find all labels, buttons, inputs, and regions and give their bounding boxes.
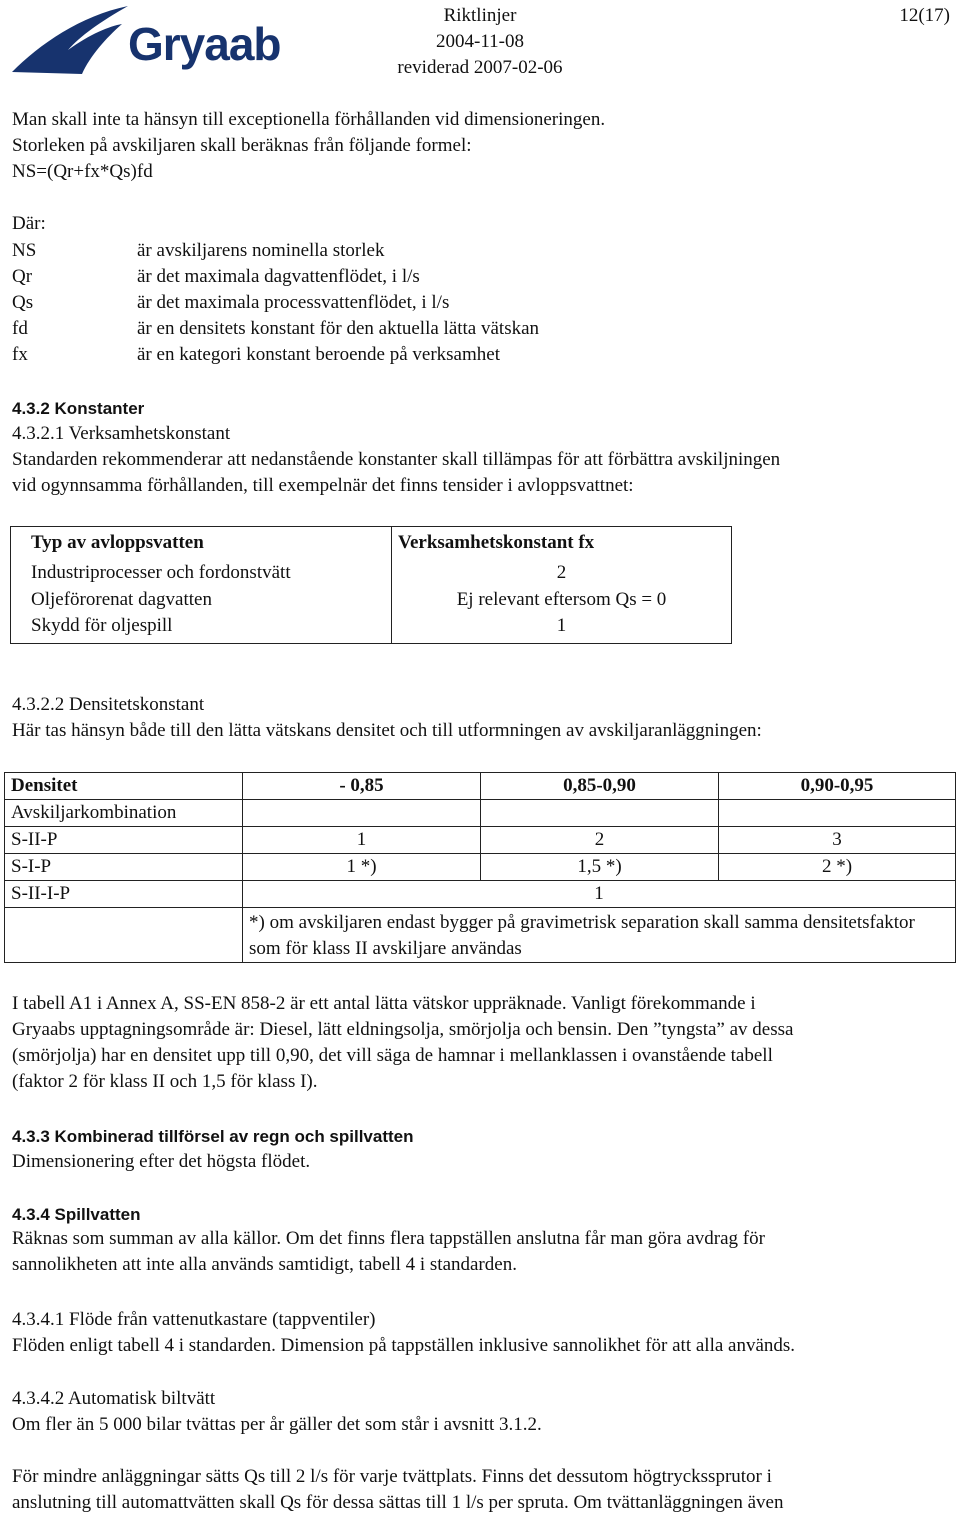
paragraph-line: anslutning till automattvätten skall Qs för dessa sättas till 1 l/s per spruta. Om tvättanläggningen även — [12, 1492, 784, 1513]
table-cell — [5, 908, 243, 963]
heading-4-3-4: 4.3.4 Spillvatten — [12, 1205, 141, 1224]
heading-4-3-2: 4.3.2 Konstanter — [12, 399, 145, 418]
logo-text: Gryaab — [128, 18, 281, 70]
def-value: är det maximala processvattenflödet, i l/s — [137, 292, 450, 313]
doc-revised: reviderad 2007-02-06 — [397, 57, 563, 78]
table-cell: Industriprocesser och fordonstvätt — [11, 559, 392, 586]
table-row — [11, 586, 732, 613]
intro-line-2: Storleken på avskiljaren skall beräknas från följande formel: — [12, 135, 472, 156]
table-header-cell: 0,85-0,90 — [481, 773, 719, 800]
def-value: är avskiljarens nominella storlek — [137, 240, 385, 261]
table-cell: 1,5 *) — [481, 854, 719, 881]
table-header-cell: 0,90-0,95 — [719, 773, 956, 800]
def-key: fd — [12, 318, 28, 339]
table-row — [5, 881, 956, 908]
doc-date: 2004-11-08 — [436, 31, 524, 52]
table-cell: S-II-P — [5, 827, 243, 854]
paragraph-line: Standarden rekommenderar att nedanstående konstanter skall tillämpas för att förbättra avskiljningen — [12, 449, 781, 470]
table-cell: 2 — [392, 559, 732, 586]
table-cell: 3 — [719, 827, 956, 854]
table-header-row — [11, 527, 732, 560]
intro-line-1: Man skall inte ta hänsyn till exceptionella förhållanden vid dimensioneringen. — [12, 109, 606, 130]
table-cell: Oljeförorenat dagvatten — [11, 586, 392, 613]
table-header-cell: Typ av avloppsvatten — [11, 527, 392, 560]
def-value: är en densitets konstant för den aktuella lätta vätskan — [137, 318, 540, 339]
table-cell: 2 *) — [719, 854, 956, 881]
paragraph-line: För mindre anläggningar sätts Qs till 2 l/s för varje tvättplats. Finns det dessutom högtryckssprutor i — [12, 1466, 772, 1487]
def-key: Qs — [12, 292, 34, 313]
paragraph-line: (smörjolja) har en densitet upp till 0,90, det vill säga de hamnar i mellanklassen i ovanstående tabell — [12, 1045, 773, 1066]
def-value: är det maximala dagvattenflödet, i l/s — [137, 266, 420, 287]
table-cell: Ej relevant eftersom Qs = 0 — [392, 586, 732, 613]
company-logo — [10, 4, 310, 76]
paragraph-line: Flöden enligt tabell 4 i standarden. Dimension på tappställen inklusive sannolikhet för att alla används. — [12, 1335, 796, 1356]
table-cell: 1 — [392, 613, 732, 644]
table-row — [11, 613, 732, 644]
table-cell: S-II-I-P — [5, 881, 243, 908]
density-constant-table — [4, 772, 956, 963]
paragraph-line: Dimensionering efter det högsta flödet. — [12, 1151, 311, 1172]
table-cell: 1 — [243, 827, 481, 854]
table-cell: 1 *) — [243, 854, 481, 881]
table-header-row — [5, 773, 956, 800]
table-row — [5, 908, 956, 963]
subheading-4-3-4-1: 4.3.4.1 Flöde från vattenutkastare (tappventiler) — [12, 1309, 376, 1330]
table-cell — [719, 800, 956, 827]
paragraph-line: Gryaabs upptagningsområde är: Diesel, lätt eldningsolja, smörjolja och bensin. Den ”tyngsta” av dessa — [12, 1019, 794, 1040]
subheading-4-3-2-2: 4.3.2.2 Densitetskonstant — [12, 694, 205, 715]
activity-constant-table — [10, 526, 732, 644]
def-key: fx — [12, 344, 28, 365]
def-value: är en kategori konstant beroende på verksamhet — [137, 344, 500, 365]
table-header-cell: Verksamhetskonstant fx — [392, 527, 732, 560]
where-label: Där: — [12, 213, 46, 234]
table-cell: 1 — [243, 881, 956, 908]
paragraph-line: vid ogynnsamma förhållanden, till exempelnär det finns tensider i avloppsvattnet: — [12, 475, 634, 496]
subheading-4-3-4-2: 4.3.4.2 Automatisk biltvätt — [12, 1388, 216, 1409]
table-header-cell: Densitet — [5, 773, 243, 800]
subheading-4-3-2-1: 4.3.2.1 Verksamhetskonstant — [12, 423, 231, 444]
def-key: Qr — [12, 266, 33, 287]
table-cell: Skydd för oljespill — [11, 613, 392, 644]
page-number: 12(17) — [899, 5, 950, 26]
paragraph-line: Här tas hänsyn både till den lätta vätskans densitet och till utformningen av avskiljaranläggningen: — [12, 720, 762, 741]
table-row — [11, 559, 732, 586]
paragraph-line: I tabell A1 i Annex A, SS-EN 858-2 är ett antal lätta vätskor uppräknade. Vanligt förekommande i — [12, 993, 756, 1014]
table-header-cell: - 0,85 — [243, 773, 481, 800]
paragraph-line: Räknas som summan av alla källor. Om det finns flera tappställen anslutna får man göra avdrag för — [12, 1228, 765, 1249]
def-key: NS — [12, 240, 37, 261]
paragraph-line: (faktor 2 för klass II och 1,5 för klass I). — [12, 1071, 318, 1092]
table-row — [5, 800, 956, 827]
paragraph-line: sannolikheten att inte alla används samtidigt, tabell 4 i standarden. — [12, 1254, 517, 1275]
table-footnote: *) om avskiljaren endast bygger på gravimetrisk separation skall samma densitetsfaktor som för klass II avskiljare användas — [243, 908, 956, 963]
table-cell — [481, 800, 719, 827]
table-cell — [243, 800, 481, 827]
formula: NS=(Qr+fx*Qs)fd — [12, 161, 153, 182]
heading-4-3-3: 4.3.3 Kombinerad tillförsel av regn och spillvatten — [12, 1127, 414, 1146]
table-cell: S-I-P — [5, 854, 243, 881]
table-row — [5, 827, 956, 854]
paragraph-line: Om fler än 5 000 bilar tvättas per år gäller det som står i avsnitt 3.1.2. — [12, 1414, 542, 1435]
table-cell: 2 — [481, 827, 719, 854]
doc-title: Riktlinjer — [443, 5, 517, 26]
table-cell: Avskiljarkombination — [5, 800, 243, 827]
table-row — [5, 854, 956, 881]
